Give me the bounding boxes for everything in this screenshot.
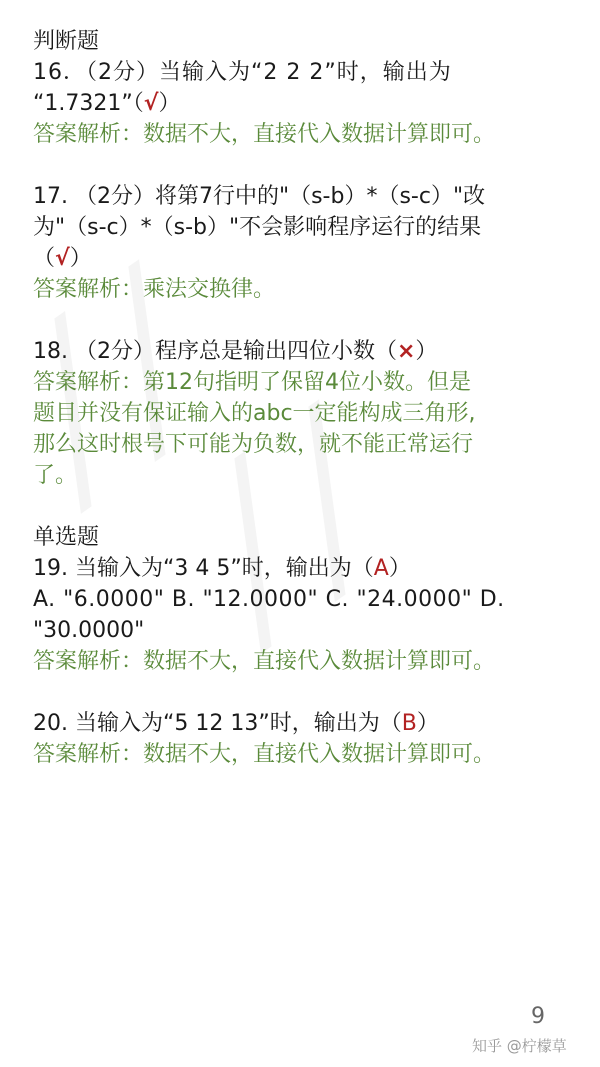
q17-close: ） [69, 246, 92, 271]
document-body [33, 26, 581, 770]
q19-close: ） [388, 556, 411, 581]
q19-stem [33, 553, 581, 584]
q20-close: ） [416, 711, 439, 736]
q16-analysis: 答案解析：数据不大，直接代入数据计算即可。 [33, 122, 496, 147]
q19-analysis: 答案解析：数据不大，直接代入数据计算即可。 [33, 649, 496, 674]
q16-stem: 16．（2分）当输入为“2 2 2”时，输出为 [33, 60, 452, 85]
page-number: 9 [531, 1004, 545, 1029]
check-mark-icon: √ [55, 246, 70, 271]
cross-mark-icon: × [396, 339, 416, 364]
q17-analysis: 答案解析：乘法交换律。 [33, 277, 276, 302]
q19-stem-text: 19. 当输入为“3 4 5”时，输出为（ [33, 556, 374, 581]
q18-analysis-1: 答案解析：第12句指明了保留4位小数。但是 [33, 370, 471, 395]
q17-stem: 17. （2分）将第7行中的"（s-b）*（s-c）"改 [33, 184, 486, 209]
section-title-judgement: 判断题 [33, 29, 100, 54]
q20-analysis: 答案解析：数据不大，直接代入数据计算即可。 [33, 742, 496, 767]
q20-stem [33, 708, 581, 739]
q18-close: ） [415, 339, 438, 364]
footer-attribution: 知乎 @柠檬草 [472, 1037, 567, 1055]
q18-stem-text: 18. （2分）程序总是输出四位小数（ [33, 339, 397, 364]
q17-answer-line [33, 243, 581, 274]
q17-stem-cont: 为"（s-c）*（s-b）"不会影响程序运行的结果 [33, 215, 482, 240]
q19-answer: A [373, 556, 389, 581]
q20-answer: B [401, 711, 417, 736]
q18-analysis-3: 那么这时根号下可能为负数，就不能正常运行 [33, 432, 474, 457]
q16-close: ） [158, 91, 181, 116]
q19-options-cont: "30.0000" [33, 618, 145, 643]
section-title-single-choice: 单选题 [33, 525, 100, 550]
q18-analysis-4: 了。 [33, 463, 78, 488]
q18-stem [33, 336, 581, 367]
q20-stem-text: 20. 当输入为“5 12 13”时，输出为（ [33, 711, 402, 736]
q16-value-text: “1.7321”（ [33, 91, 144, 116]
q16-stem-cont [33, 88, 581, 119]
q18-analysis-2: 题目并没有保证输入的abc一定能构成三角形, [33, 401, 476, 426]
check-mark-icon: √ [143, 91, 159, 116]
q17-open: （ [33, 246, 56, 271]
q19-options: A. "6.0000" B. "12.0000" C. "24.0000" D. [33, 587, 505, 612]
